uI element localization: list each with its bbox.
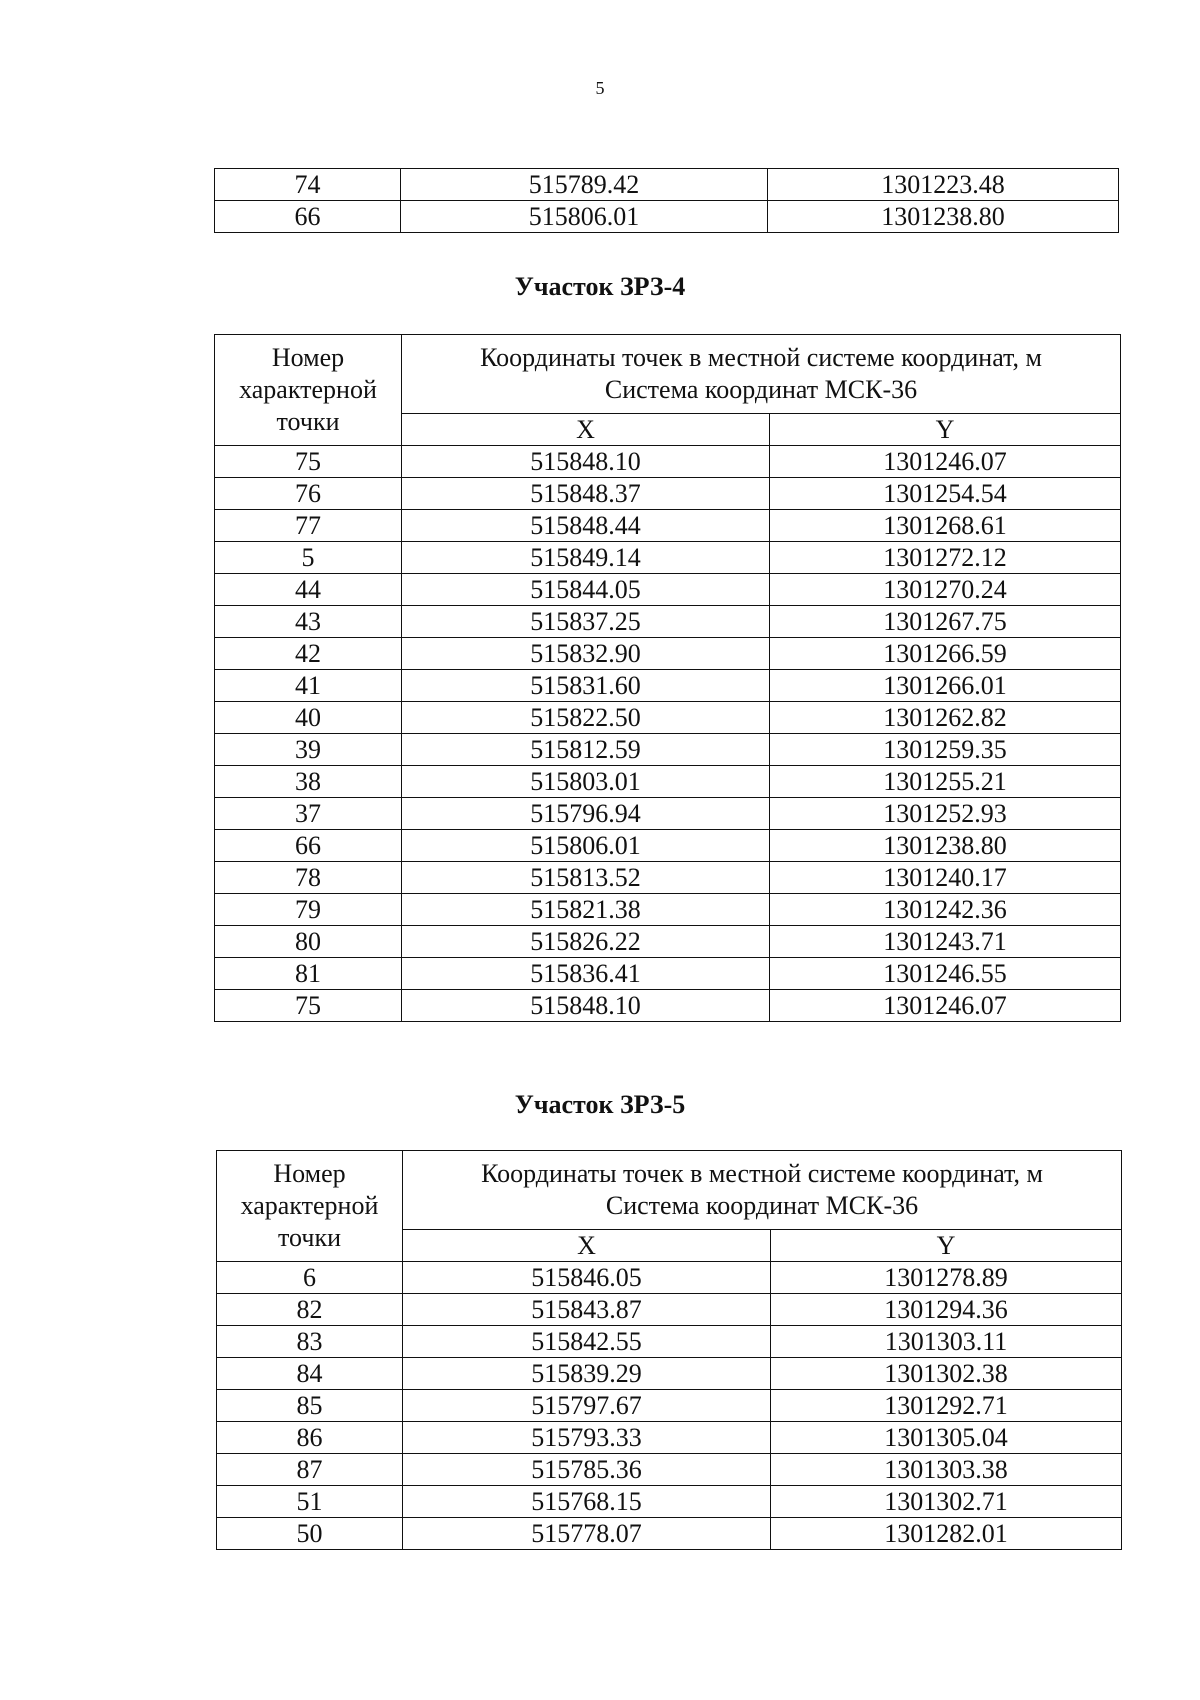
table-row xyxy=(215,958,1121,990)
x-coordinate-cell: 515793.33 xyxy=(403,1422,771,1454)
y-coordinate-cell: 1301272.12 xyxy=(770,542,1121,574)
x-coordinate-cell: 515831.60 xyxy=(402,670,770,702)
table-body xyxy=(217,1262,1122,1550)
y-coordinate-cell: 1301252.93 xyxy=(770,798,1121,830)
y-coordinate-cell: 1301238.80 xyxy=(768,201,1119,233)
x-coordinate-cell: 515839.29 xyxy=(403,1358,771,1390)
x-coordinate-cell: 515797.67 xyxy=(403,1390,771,1422)
point-number-cell: 81 xyxy=(215,958,402,990)
section-title-zrz-4: Участок ЗРЗ-4 xyxy=(514,272,686,301)
x-coordinate-cell: 515806.01 xyxy=(402,830,770,862)
x-coordinate-cell: 515822.50 xyxy=(402,702,770,734)
table-row xyxy=(215,830,1121,862)
table-row xyxy=(215,510,1121,542)
point-number-cell: 66 xyxy=(215,201,401,233)
point-number-cell: 87 xyxy=(217,1454,403,1486)
y-coordinate-cell: 1301294.36 xyxy=(771,1294,1122,1326)
x-coordinate-cell: 515844.05 xyxy=(402,574,770,606)
y-coordinate-cell: 1301255.21 xyxy=(770,766,1121,798)
point-number-cell: 50 xyxy=(217,1518,403,1550)
y-coordinate-cell: 1301292.71 xyxy=(771,1390,1122,1422)
point-number-cell: 78 xyxy=(215,862,402,894)
x-coordinate-cell: 515806.01 xyxy=(401,201,768,233)
table-row xyxy=(217,1454,1122,1486)
table-row xyxy=(217,1518,1122,1550)
continuation-table xyxy=(214,168,1119,233)
point-number-cell: 66 xyxy=(215,830,402,862)
y-coordinate-cell: 1301246.07 xyxy=(770,446,1121,478)
table-row xyxy=(215,798,1121,830)
table-row xyxy=(217,1262,1122,1294)
y-coordinate-cell: 1301240.17 xyxy=(770,862,1121,894)
y-coordinate-cell: 1301238.80 xyxy=(770,830,1121,862)
x-coordinate-cell: 515812.59 xyxy=(402,734,770,766)
point-number-cell: 41 xyxy=(215,670,402,702)
y-coordinate-cell: 1301270.24 xyxy=(770,574,1121,606)
table-row xyxy=(217,1326,1122,1358)
continuation-table-body xyxy=(215,169,1119,233)
point-number-cell: 76 xyxy=(215,478,402,510)
table-row xyxy=(217,1390,1122,1422)
x-column-header: X xyxy=(402,414,770,446)
x-coordinate-cell: 515832.90 xyxy=(402,638,770,670)
point-number-cell: 44 xyxy=(215,574,402,606)
x-coordinate-cell: 515836.41 xyxy=(402,958,770,990)
point-number-cell: 83 xyxy=(217,1326,403,1358)
y-coordinate-cell: 1301242.36 xyxy=(770,894,1121,926)
y-coordinate-cell: 1301223.48 xyxy=(768,169,1119,201)
point-number-cell: 5 xyxy=(215,542,402,574)
coordinates-header-line1: Координаты точек в местной системе координат, м xyxy=(481,1159,1043,1188)
x-coordinate-cell: 515843.87 xyxy=(403,1294,771,1326)
section-title-zrz-5: Участок ЗРЗ-5 xyxy=(514,1090,686,1119)
y-coordinate-cell: 1301246.07 xyxy=(770,990,1121,1022)
y-coordinate-cell: 1301303.11 xyxy=(771,1326,1122,1358)
x-coordinate-cell: 515796.94 xyxy=(402,798,770,830)
table-header xyxy=(215,335,1121,446)
point-number-cell: 84 xyxy=(217,1358,403,1390)
table-row xyxy=(217,1486,1122,1518)
coordinates-table-zrz-5 xyxy=(216,1150,1122,1550)
y-coordinate-cell: 1301282.01 xyxy=(771,1518,1122,1550)
x-coordinate-cell: 515846.05 xyxy=(403,1262,771,1294)
y-coordinate-cell: 1301266.59 xyxy=(770,638,1121,670)
coordinates-header xyxy=(403,1151,1122,1230)
table-row xyxy=(215,894,1121,926)
x-coordinate-cell: 515837.25 xyxy=(402,606,770,638)
y-coordinate-cell: 1301262.82 xyxy=(770,702,1121,734)
table-row xyxy=(215,638,1121,670)
x-coordinate-cell: 515826.22 xyxy=(402,926,770,958)
y-coordinate-cell: 1301267.75 xyxy=(770,606,1121,638)
point-number-cell: 79 xyxy=(215,894,402,926)
point-number-cell: 86 xyxy=(217,1422,403,1454)
point-number-header: Номер характерной точки xyxy=(215,335,402,446)
point-number-cell: 75 xyxy=(215,446,402,478)
table-row xyxy=(217,1422,1122,1454)
table-row xyxy=(215,201,1119,233)
table-row xyxy=(215,478,1121,510)
point-number-header: Номер характерной точки xyxy=(217,1151,403,1262)
table-row xyxy=(215,766,1121,798)
table-row xyxy=(215,862,1121,894)
point-number-cell: 43 xyxy=(215,606,402,638)
coordinates-table-zrz-4 xyxy=(214,334,1121,1022)
x-coordinate-cell: 515842.55 xyxy=(403,1326,771,1358)
table-body xyxy=(215,446,1121,1022)
x-column-header: X xyxy=(403,1230,771,1262)
x-coordinate-cell: 515821.38 xyxy=(402,894,770,926)
y-column-header: Y xyxy=(771,1230,1122,1262)
coordinates-header xyxy=(402,335,1121,414)
point-number-cell: 37 xyxy=(215,798,402,830)
point-number-cell: 51 xyxy=(217,1486,403,1518)
x-coordinate-cell: 515849.14 xyxy=(402,542,770,574)
table-row xyxy=(215,926,1121,958)
y-coordinate-cell: 1301302.71 xyxy=(771,1486,1122,1518)
table-row xyxy=(215,574,1121,606)
table-row xyxy=(217,1358,1122,1390)
page-number: 5 xyxy=(595,78,605,98)
point-number-cell: 75 xyxy=(215,990,402,1022)
table-row xyxy=(215,542,1121,574)
x-coordinate-cell: 515813.52 xyxy=(402,862,770,894)
point-number-cell: 39 xyxy=(215,734,402,766)
y-coordinate-cell: 1301246.55 xyxy=(770,958,1121,990)
table-row xyxy=(215,446,1121,478)
x-coordinate-cell: 515848.37 xyxy=(402,478,770,510)
x-coordinate-cell: 515848.10 xyxy=(402,446,770,478)
coordinates-header-line2: Система координат МСК-36 xyxy=(604,375,918,404)
point-number-cell: 80 xyxy=(215,926,402,958)
y-coordinate-cell: 1301259.35 xyxy=(770,734,1121,766)
coordinates-header-line1: Координаты точек в местной системе координат, м xyxy=(480,343,1042,372)
point-number-cell: 85 xyxy=(217,1390,403,1422)
table-row xyxy=(215,169,1119,201)
table-row xyxy=(217,1294,1122,1326)
table-header xyxy=(217,1151,1122,1262)
y-coordinate-cell: 1301266.01 xyxy=(770,670,1121,702)
x-coordinate-cell: 515803.01 xyxy=(402,766,770,798)
point-number-cell: 82 xyxy=(217,1294,403,1326)
x-coordinate-cell: 515848.10 xyxy=(402,990,770,1022)
point-number-cell: 77 xyxy=(215,510,402,542)
point-number-cell: 38 xyxy=(215,766,402,798)
y-coordinate-cell: 1301302.38 xyxy=(771,1358,1122,1390)
x-coordinate-cell: 515848.44 xyxy=(402,510,770,542)
table-row xyxy=(215,606,1121,638)
y-column-header: Y xyxy=(770,414,1121,446)
point-number-cell: 40 xyxy=(215,702,402,734)
x-coordinate-cell: 515789.42 xyxy=(401,169,768,201)
y-coordinate-cell: 1301243.71 xyxy=(770,926,1121,958)
point-number-cell: 74 xyxy=(215,169,401,201)
y-coordinate-cell: 1301303.38 xyxy=(771,1454,1122,1486)
point-number-cell: 6 xyxy=(217,1262,403,1294)
y-coordinate-cell: 1301268.61 xyxy=(770,510,1121,542)
x-coordinate-cell: 515768.15 xyxy=(403,1486,771,1518)
y-coordinate-cell: 1301305.04 xyxy=(771,1422,1122,1454)
coordinates-header-line2: Система координат МСК-36 xyxy=(605,1191,919,1220)
y-coordinate-cell: 1301278.89 xyxy=(771,1262,1122,1294)
x-coordinate-cell: 515778.07 xyxy=(403,1518,771,1550)
table-row xyxy=(215,702,1121,734)
table-row xyxy=(215,734,1121,766)
table-row xyxy=(215,990,1121,1022)
x-coordinate-cell: 515785.36 xyxy=(403,1454,771,1486)
point-number-cell: 42 xyxy=(215,638,402,670)
y-coordinate-cell: 1301254.54 xyxy=(770,478,1121,510)
table-row xyxy=(215,670,1121,702)
